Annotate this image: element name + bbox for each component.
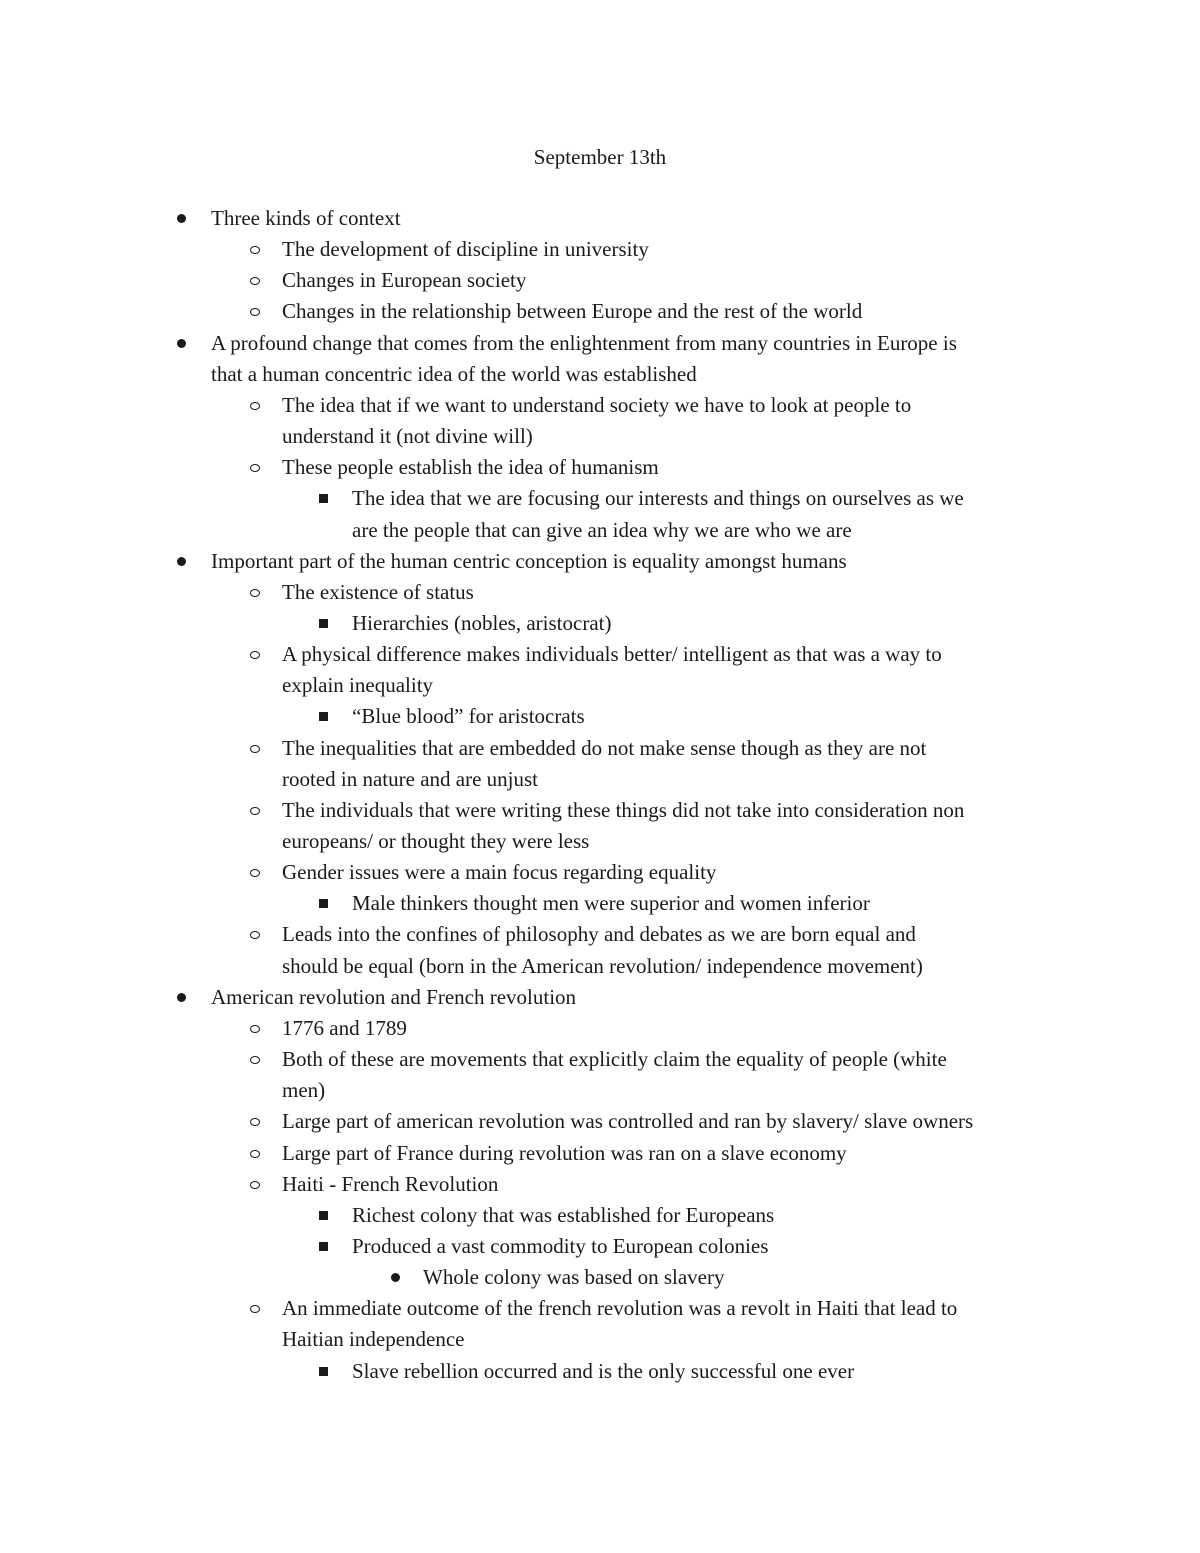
bullet-dot-icon: [177, 214, 186, 223]
bullet-circle-icon: [250, 1150, 260, 1158]
bullet-circle-icon: [250, 807, 260, 815]
outline-line-level-2: rooted in nature and are unjust: [282, 766, 538, 791]
bullet-dot-icon: [177, 557, 186, 566]
bullet-dot-icon: [177, 993, 186, 1002]
document-title: September 13th: [533, 145, 667, 169]
bullet-circle-icon: [250, 1305, 260, 1313]
bullet-square-icon: [319, 899, 328, 908]
outline-line-level-2: Both of these are movements that explicitly claim the equality of people (white: [282, 1047, 947, 1072]
outline-line-level-1: Three kinds of context: [211, 206, 401, 230]
outline-line-level-2: Haiti - French Revolution: [282, 1171, 499, 1196]
outline-line-level-3: Richest colony that was established for Europeans: [352, 1202, 775, 1227]
outline-line-level-2: The individuals that were writing these things did not take into consideration non: [282, 797, 965, 822]
outline-line-level-2: Haitian independence: [282, 1327, 465, 1352]
bullet-circle-icon: [250, 464, 260, 472]
outline-line-level-3: Produced a vast commodity to European colonies: [352, 1233, 769, 1258]
outline-line-level-2: explain inequality: [282, 673, 434, 698]
outline-line-level-2: The existence of status: [282, 579, 474, 604]
outline-line-level-2: 1776 and 1789: [282, 1015, 407, 1040]
outline-line-level-4: Whole colony was based on slavery: [423, 1265, 725, 1290]
outline-line-level-2: A physical difference makes individuals better/ intelligent as that was a way to: [282, 642, 942, 667]
bullet-circle-icon: [250, 589, 260, 597]
outline-line-level-2: These people establish the idea of humanism: [282, 455, 659, 480]
bullet-circle-icon: [250, 1118, 260, 1126]
bullet-dot-icon: [177, 339, 186, 348]
bullet-circle-icon: [250, 308, 260, 316]
bullet-square-icon: [319, 619, 328, 628]
outline-line-level-2: The development of discipline in university: [282, 237, 649, 262]
outline-line-level-2: Large part of american revolution was controlled and ran by slavery/ slave owners: [282, 1109, 974, 1134]
outline-line-level-1: American revolution and French revolution: [211, 984, 577, 1009]
bullet-circle-icon: [250, 931, 260, 939]
bullet-circle-icon: [250, 651, 260, 659]
outline-line-level-2: Leads into the confines of philosophy and debates as we are born equal and: [282, 922, 916, 947]
bullet-dot-icon: [391, 1273, 400, 1282]
outline-line-level-3: are the people that can give an idea why we are who we are: [352, 517, 852, 542]
outline-line-level-2: europeans/ or thought they were less: [282, 829, 590, 853]
bullet-square-icon: [319, 494, 328, 503]
outline-line-level-2: Gender issues were a main focus regarding equality: [282, 860, 717, 885]
bullet-circle-icon: [250, 277, 260, 285]
bullet-circle-icon: [250, 745, 260, 753]
outline-line-level-3: The idea that we are focusing our interests and things on ourselves as we: [352, 486, 964, 511]
bullet-circle-icon: [250, 1025, 260, 1033]
outline-line-level-2: Large part of France during revolution was ran on a slave economy: [282, 1140, 847, 1165]
outline-line-level-2: Changes in the relationship between Europe and the rest of the world: [282, 299, 863, 324]
outline-line-level-3: Hierarchies (nobles, aristocrat): [352, 610, 612, 635]
outline-line-level-2: An immediate outcome of the french revolution was a revolt in Haiti that lead to: [282, 1296, 958, 1321]
bullet-circle-icon: [250, 246, 260, 254]
bullet-circle-icon: [250, 1056, 260, 1064]
outline-line-level-1: A profound change that comes from the enlightenment from many countries in Europe is: [211, 330, 957, 355]
bullet-circle-icon: [250, 1181, 260, 1189]
outline-line-level-2: The inequalities that are embedded do not make sense though as they are not: [282, 735, 927, 760]
outline-line-level-2: Changes in European society: [282, 268, 527, 293]
bullet-square-icon: [319, 1242, 328, 1251]
outline-line-level-1: that a human concentric idea of the world was established: [211, 361, 697, 386]
outline-line-level-2: The idea that if we want to understand society we have to look at people to: [282, 392, 912, 417]
bullet-square-icon: [319, 1367, 328, 1376]
outline-line-level-2: men): [282, 1078, 326, 1103]
outline-line-level-2: should be equal (born in the American revolution/ independence movement): [282, 953, 923, 978]
bullet-circle-icon: [250, 869, 260, 877]
outline-line-level-1: Important part of the human centric conception is equality amongst humans: [211, 548, 847, 573]
outline-line-level-3: Slave rebellion occurred and is the only successful one ever: [352, 1358, 855, 1383]
bullet-square-icon: [319, 712, 328, 721]
bullet-square-icon: [319, 1211, 328, 1220]
outline-line-level-3: Male thinkers thought men were superior and women inferior: [352, 891, 870, 916]
outline-line-level-3: “Blue blood” for aristocrats: [352, 704, 585, 729]
outline-line-level-2: understand it (not divine will): [282, 424, 533, 449]
bullet-circle-icon: [250, 402, 260, 410]
